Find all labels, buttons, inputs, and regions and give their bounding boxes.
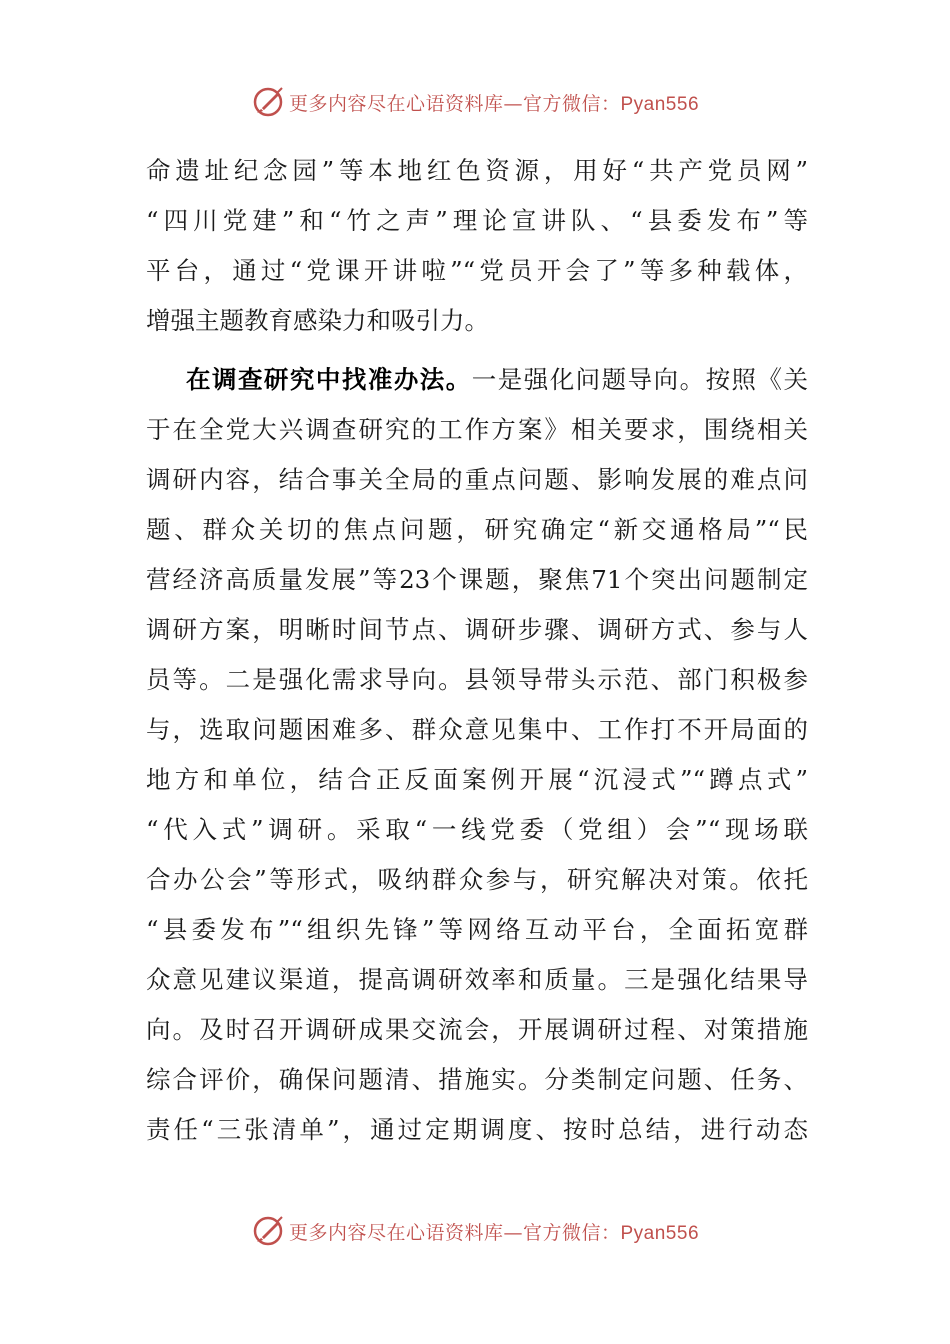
- text-line: 调研方案，明晰时间节点、调研步骤、调研方式、参与人: [146, 615, 808, 644]
- text-line: 调研内容，结合事关全局的重点问题、影响发展的难点问: [146, 465, 808, 494]
- document-body: [146, 146, 808, 1155]
- text-line: 责任“三张清单”，通过定期调度、按时总结，进行动态: [146, 1115, 808, 1144]
- text-line: “四川党建”和“竹之声”理论宣讲队、“县委发布”等: [146, 206, 808, 235]
- text-line: 合办公会”等形式，吸纳群众参与，研究解决对策。依托: [146, 865, 808, 894]
- text-line-first: [146, 355, 808, 405]
- text-line: 题、群众关切的焦点问题，研究确定“新交通格局”“民: [146, 515, 808, 544]
- text-line: 增强主题教育感染力和吸引力。: [146, 306, 489, 335]
- text-line: “县委发布”“组织先锋”等网络互动平台，全面拓宽群: [146, 915, 808, 944]
- paragraph-1: [146, 146, 808, 346]
- text-line: 平台，通过“党课开讲啦”“党员开会了”等多种载体，: [146, 256, 808, 285]
- text-line: 地方和单位，结合正反面案例开展“沉浸式”“蹲点式”: [146, 765, 808, 794]
- watermark-wechat-id: Pyan556: [620, 1222, 700, 1244]
- quill-pen-logo-icon: [251, 85, 285, 119]
- text-line: 与，选取问题困难多、群众意见集中、工作打不开局面的: [146, 715, 808, 744]
- watermark-header: [0, 82, 950, 122]
- watermark-prefix: 更多内容尽在心语资料库—官方微信：: [288, 92, 621, 115]
- text-line: “代入式”调研。采取“一线党委（党组）会”“现场联: [146, 815, 808, 844]
- text-line: 于在全党大兴调查研究的工作方案》相关要求，围绕相关: [146, 415, 808, 444]
- watermark-wechat-id: Pyan556: [620, 93, 700, 115]
- paragraph-2: [146, 355, 808, 1155]
- watermark-text: [289, 89, 699, 116]
- quill-pen-logo-icon: [251, 1214, 285, 1248]
- watermark-prefix: 更多内容尽在心语资料库—官方微信：: [288, 1221, 621, 1244]
- text-line: 综合评价，确保问题清、措施实。分类制定问题、任务、: [146, 1065, 808, 1094]
- watermark-footer: [0, 1211, 950, 1251]
- text-line: 命遗址纪念园”等本地红色资源，用好“共产党员网”: [146, 156, 808, 185]
- text-line: 员等。二是强化需求导向。县领导带头示范、部门积极参: [146, 665, 808, 694]
- watermark-text: [289, 1218, 699, 1245]
- text-inline: 一是强化问题导向。按照《关: [471, 365, 808, 394]
- text-line: 众意见建议渠道，提高调研效率和质量。三是强化结果导: [146, 965, 808, 994]
- section-heading: 在调查研究中找准办法。: [186, 365, 472, 394]
- text-line: 营经济高质量发展”等23个课题，聚焦71个突出问题制定: [146, 565, 808, 594]
- text-line: 向。及时召开调研成果交流会，开展调研过程、对策措施: [146, 1015, 808, 1044]
